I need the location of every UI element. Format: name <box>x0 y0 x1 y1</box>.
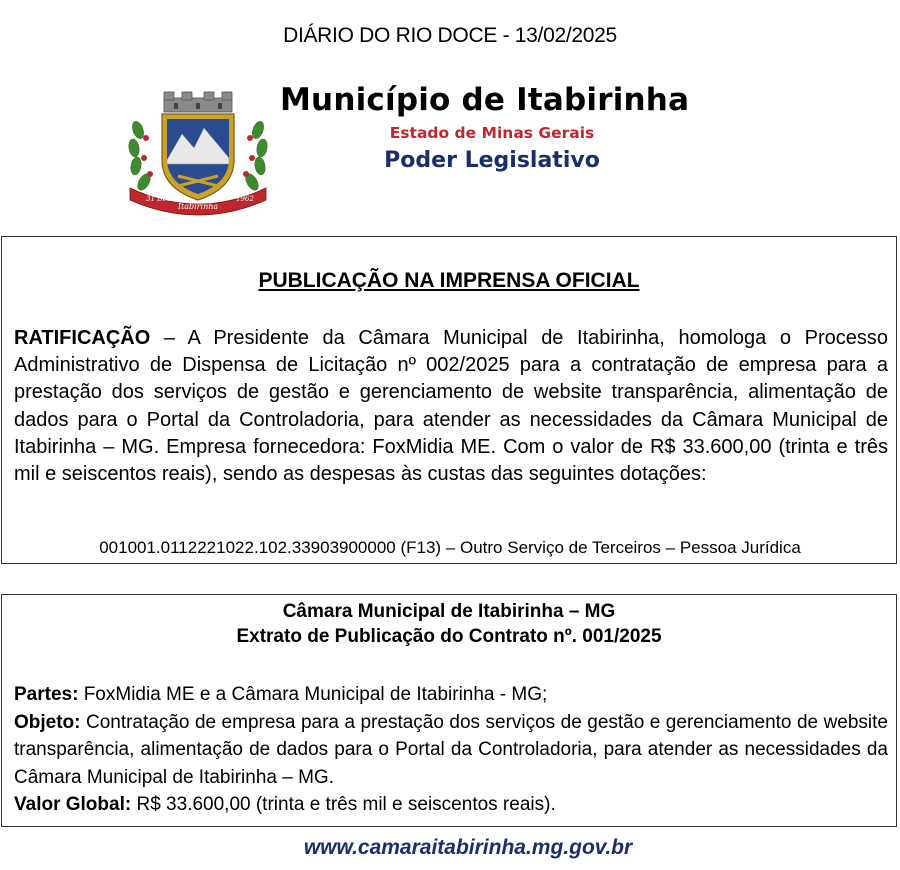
newspaper-header: DIÁRIO DO RIO DOCE - 13/02/2025 <box>283 24 617 47</box>
ribbon-right-text: 1962 <box>236 195 254 203</box>
ratificacao-box <box>1 236 897 564</box>
objeto-label: Objeto: <box>14 711 81 733</box>
partes-line <box>14 681 888 709</box>
budget-allocation: 001001.0112221022.102.33903900000 (F13) – Outro Serviço de Terceiros – Pessoa Jurídica <box>99 538 801 557</box>
branch-subtitle: Poder Legislativo <box>384 148 600 173</box>
extrato-box <box>1 594 897 827</box>
objeto-line <box>14 709 888 792</box>
extrato-heading-2: Extrato de Publicação do Contrato nº. 001/2025 <box>236 626 662 647</box>
extrato-body <box>14 681 888 819</box>
publication-heading: PUBLICAÇÃO NA IMPRENSA OFICIAL <box>258 269 640 292</box>
municipality-title: Município de Itabirinha <box>280 82 690 118</box>
ratificacao-paragraph <box>14 325 888 488</box>
website-link[interactable]: www.camaraitabirinha.mg.gov.br <box>303 836 633 859</box>
ratificacao-text: – A Presidente da Câmara Municipal de Itabirinha, homologa o Processo Administrativo de Dispensa de Licitação nº 002/2025 para a contratação de empresa para a prestação dos serviços de gestão e gerenciamento de website transparência, alimentação de dados para o Portal da Controladoria, para atender as necessidades da Câmara Municipal de Itabirinha – MG. Empresa fornecedora: FoxMidia ME. Com o valor de R$ 33.600,00 (trinta e três mil e seiscentos reais), sendo as despesas às custas das seguintes dotações: <box>14 327 888 486</box>
ribbon-center-text: Itabirinha <box>177 202 219 211</box>
ribbon-left-text: 31 Dez <box>146 195 171 203</box>
ratificacao-label: RATIFICAÇÃO <box>14 327 151 349</box>
partes-value: FoxMidia ME e a Câmara Municipal de Itabirinha - MG; <box>78 684 548 705</box>
title-block <box>280 80 750 173</box>
valor-line <box>14 791 888 819</box>
extrato-heading-1: Câmara Municipal de Itabirinha – MG <box>282 601 616 622</box>
coat-of-arms-icon <box>124 88 272 216</box>
objeto-value: Contratação de empresa para a prestação dos serviços de gestão e gerenciamento de website transparência, alimentação de dados para o Portal da Controladoria, para atender as necessidades da Câmara Municipal de Itabirinha – MG. <box>14 711 888 788</box>
valor-value: R$ 33.600,00 (trinta e três mil e seiscentos reais). <box>131 794 556 816</box>
state-subtitle: Estado de Minas Gerais <box>389 124 595 142</box>
partes-label: Partes: <box>14 684 79 705</box>
valor-label: Valor Global: <box>14 794 132 816</box>
